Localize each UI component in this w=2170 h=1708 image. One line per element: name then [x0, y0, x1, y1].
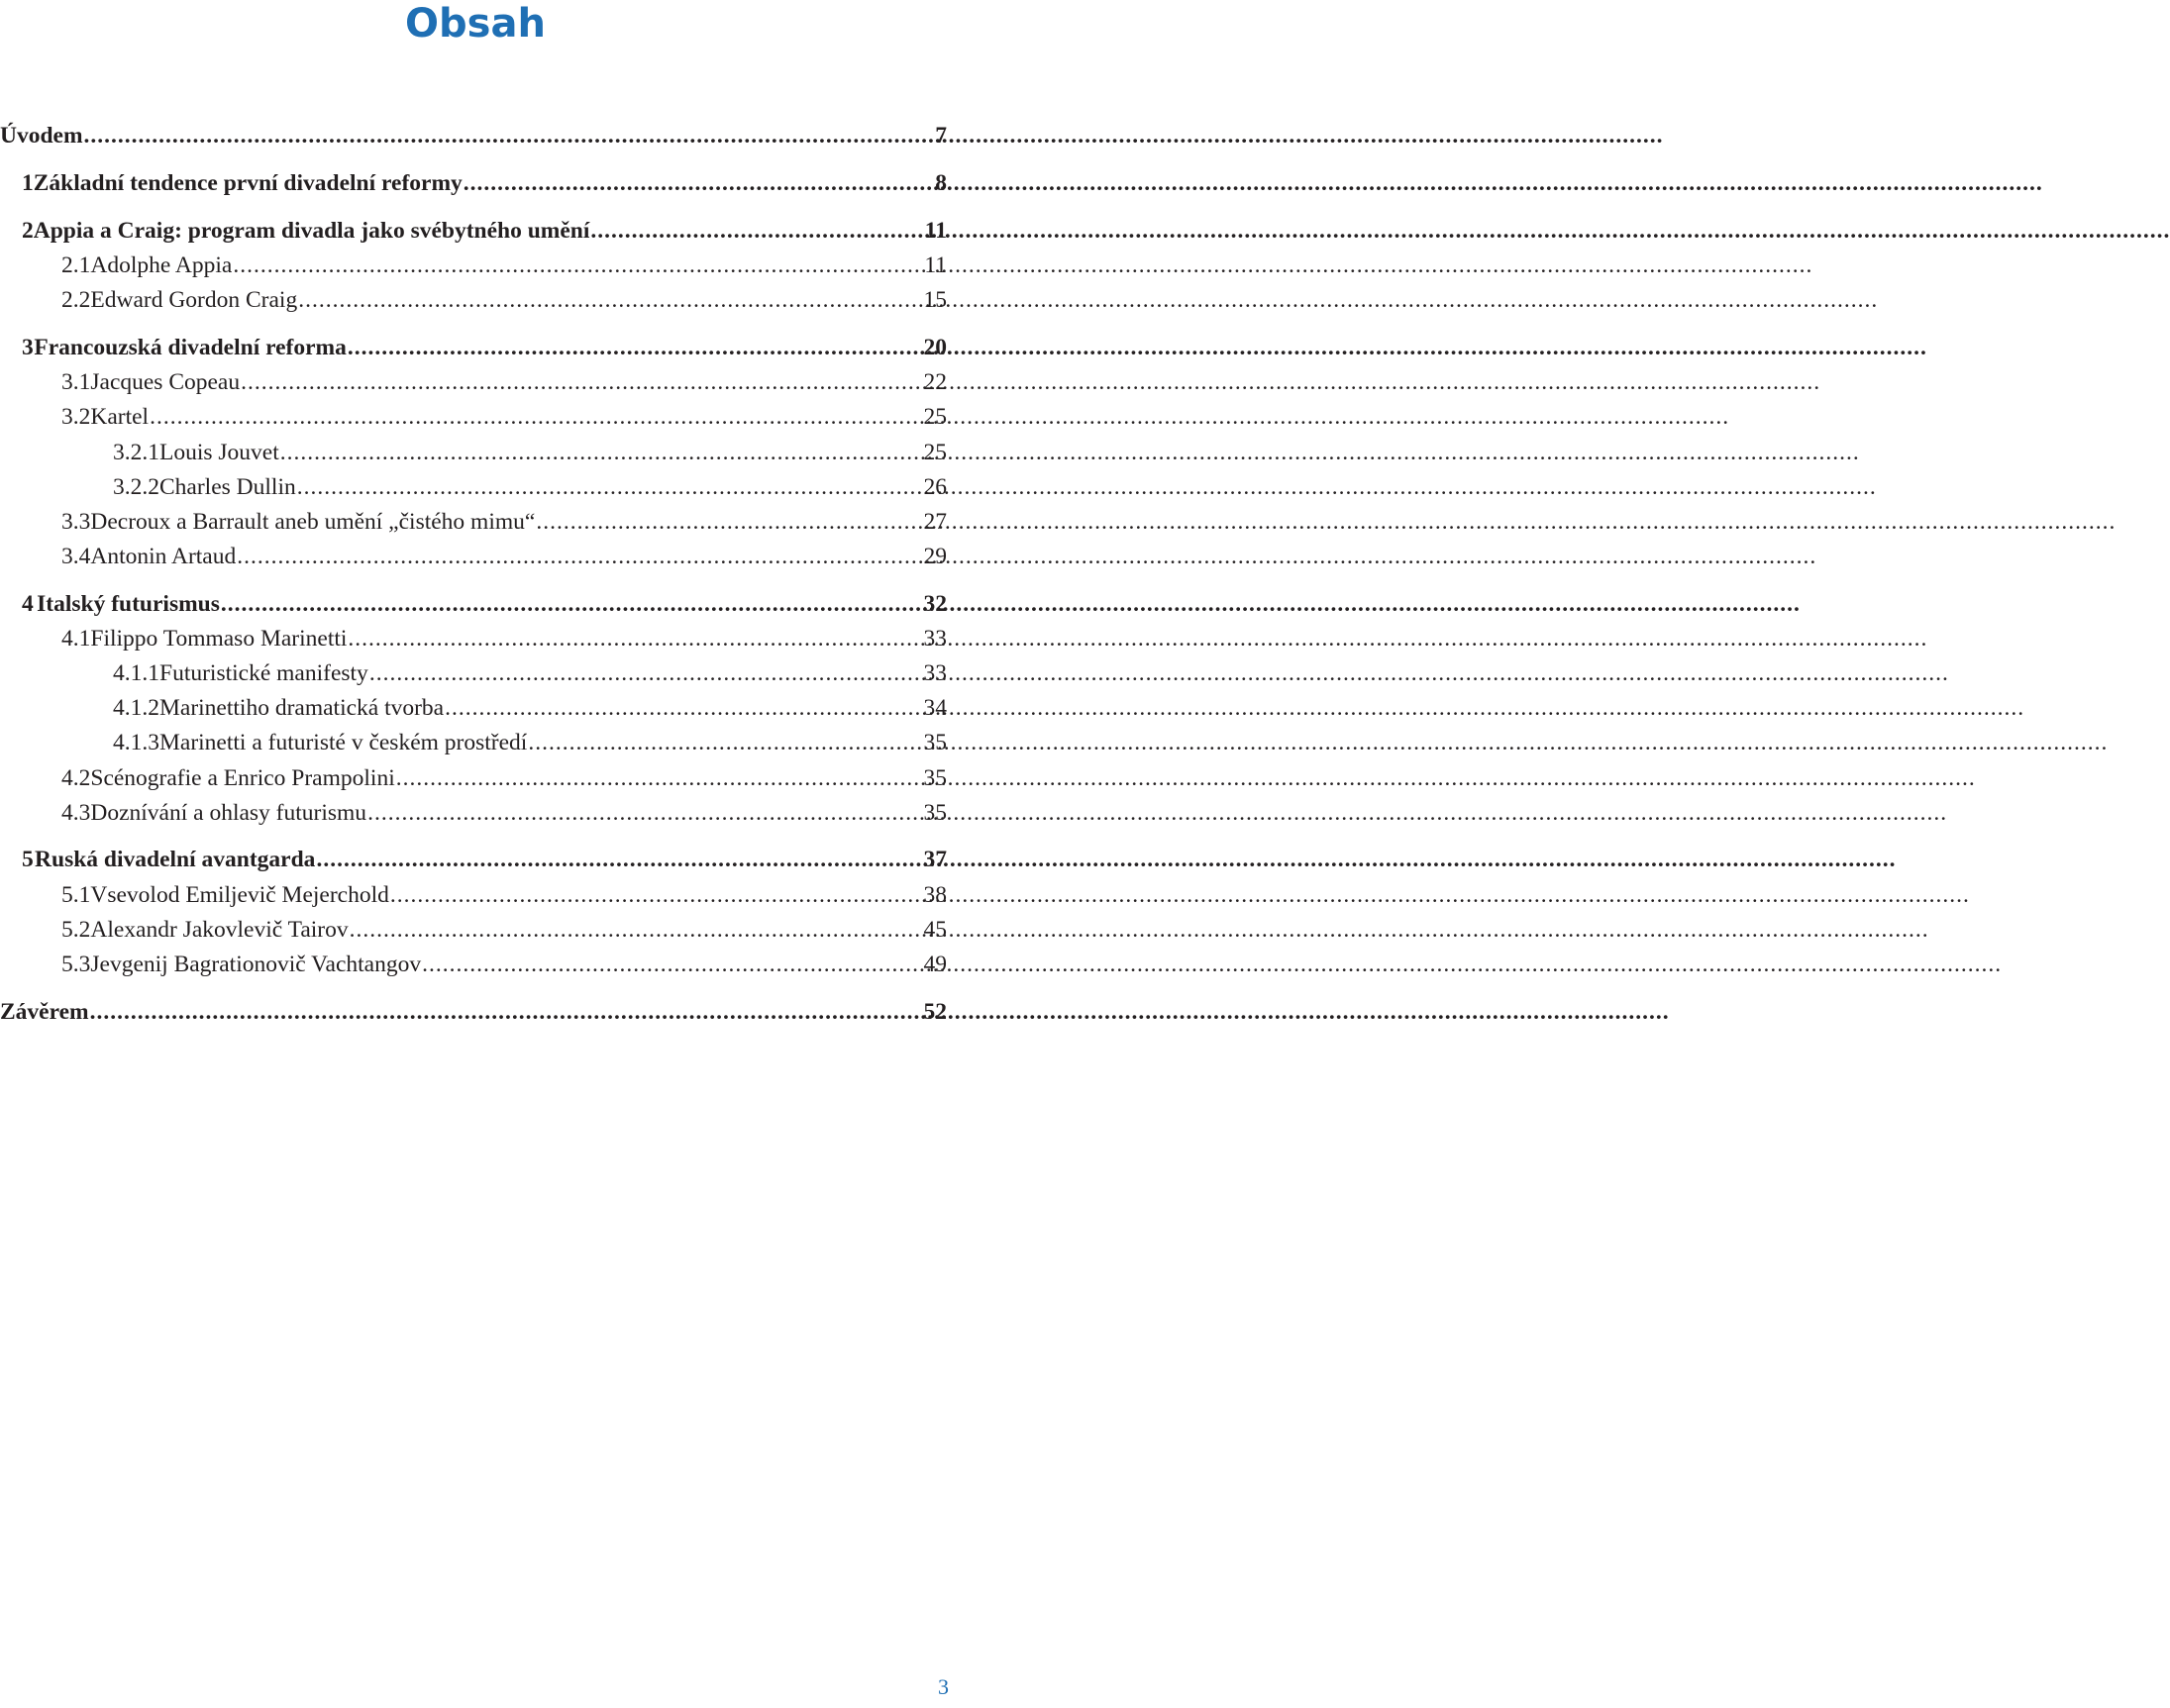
toc-entry-title: Louis Jouvet — [159, 440, 279, 465]
toc-entry[interactable] — [0, 216, 947, 246]
toc-entry-number: 5.2 — [61, 917, 91, 943]
toc-entry-page: 22 — [923, 369, 947, 395]
toc-entry-page: 33 — [923, 660, 947, 686]
page-number: 3 — [938, 1674, 949, 1699]
toc-entry-page: 25 — [923, 404, 947, 430]
toc-entry-number: 5 — [22, 847, 34, 872]
toc-entry[interactable] — [0, 589, 947, 619]
toc-entry[interactable] — [0, 402, 947, 432]
toc-entry-page: 11 — [924, 252, 947, 278]
toc-entry-title: Jacques Copeau — [90, 369, 241, 395]
toc-entry-page: 27 — [923, 509, 947, 535]
dot-leader — [221, 589, 923, 619]
toc-entry-page: 34 — [923, 695, 947, 721]
toc-entry[interactable] — [0, 438, 947, 467]
toc-entry[interactable] — [0, 251, 947, 280]
dot-leader — [233, 251, 923, 280]
toc-entry-number: 2.1 — [61, 252, 91, 278]
toc-entry-title: Adolphe Appia — [90, 252, 233, 278]
toc-entry[interactable] — [0, 542, 947, 571]
dot-leader — [348, 333, 923, 362]
dot-leader — [150, 402, 922, 432]
toc-entry-page: 20 — [923, 335, 947, 360]
toc-entry[interactable] — [0, 333, 947, 362]
toc-entry-title: Antonin Artaud — [90, 544, 237, 569]
dot-leader — [396, 763, 923, 793]
dot-leader — [84, 121, 935, 151]
toc-entry[interactable] — [0, 728, 947, 757]
toc-entry-title: Marinetti a futuristé v českém prostředí — [159, 730, 528, 755]
toc-entry[interactable] — [0, 845, 947, 874]
toc-entry-title: Futuristické manifesty — [159, 660, 368, 686]
toc-entry[interactable] — [0, 624, 947, 653]
dot-leader — [369, 658, 923, 688]
dot-leader — [350, 915, 923, 945]
toc-entry-number: 3.2 — [61, 404, 91, 430]
toc-entry-title: Úvodem — [0, 123, 83, 149]
toc-entry-title: Doznívání a ohlasy futurismu — [90, 800, 367, 826]
toc-entry[interactable] — [0, 121, 947, 151]
dot-leader — [422, 950, 922, 979]
toc-entry-title: Alexandr Jakovlevič Tairov — [90, 917, 349, 943]
toc-entry[interactable] — [0, 507, 947, 537]
dot-leader — [90, 997, 923, 1027]
toc-entry-title: Závěrem — [0, 999, 89, 1025]
toc-entry-number: 3 — [22, 335, 34, 360]
toc-entry-title: Appia a Craig: program divadla jako svébytného umění — [33, 218, 590, 244]
toc-entry-page: 52 — [923, 999, 947, 1025]
toc-entry-number: 4.1 — [61, 626, 91, 652]
toc-entry-page: 8 — [935, 170, 947, 196]
toc-entry-number: 4.1.2 — [113, 695, 159, 721]
toc-entry[interactable] — [0, 763, 947, 793]
toc-entry[interactable] — [0, 880, 947, 910]
toc-entry-number: 3.2.2 — [113, 474, 159, 500]
toc-entry-title: Filippo Tommaso Marinetti — [90, 626, 348, 652]
dot-leader — [590, 216, 923, 246]
toc-entry-page: 7 — [935, 123, 947, 149]
dot-leader — [536, 507, 922, 537]
toc-entry[interactable] — [0, 472, 947, 502]
toc-entry-number: 2 — [22, 218, 34, 244]
toc-entry-title: Vsevolod Emiljevič Mejerchold — [90, 882, 389, 908]
toc-entry-number: 3.2.1 — [113, 440, 159, 465]
dot-leader — [464, 168, 934, 198]
toc-entry[interactable] — [0, 950, 947, 979]
toc-entry-number: 2.2 — [61, 287, 91, 313]
toc-entry-page: 49 — [923, 952, 947, 977]
dot-leader — [297, 472, 923, 502]
toc-entry-number: 4.1.3 — [113, 730, 159, 755]
toc-entry-title: Základní tendence první divadelní reformy — [33, 170, 463, 196]
toc-entry-page: 15 — [923, 287, 947, 313]
toc-entry[interactable] — [0, 915, 947, 945]
toc-entry-title: Scénografie a Enrico Prampolini — [90, 765, 395, 791]
toc-entry-number: 4.1.1 — [113, 660, 159, 686]
dot-leader — [348, 624, 922, 653]
toc-entry-number: 3.4 — [61, 544, 91, 569]
toc-entry[interactable] — [0, 168, 947, 198]
toc-entry-title: Marinettiho dramatická tvorba — [159, 695, 445, 721]
toc-entry-title: Kartel — [90, 404, 150, 430]
toc-entry-page: 29 — [923, 544, 947, 569]
toc-entry-title: Francouzská divadelní reforma — [34, 335, 347, 360]
toc-entry-page: 37 — [923, 847, 947, 872]
toc-entry-page: 11 — [924, 218, 947, 244]
toc-entry-number: 3.1 — [61, 369, 91, 395]
toc-entry-title: Ruská divadelní avantgarda — [35, 847, 316, 872]
toc-entry-number: 4 — [22, 591, 34, 617]
dot-leader — [367, 798, 922, 828]
toc-entry-page: 25 — [923, 440, 947, 465]
toc-entry-title: Decroux a Barrault aneb umění „čistého mimu“ — [90, 509, 536, 535]
toc-entry-page: 33 — [923, 626, 947, 652]
toc-entry-page: 35 — [923, 765, 947, 791]
page-title: Obsah — [405, 1, 546, 47]
toc-entry-number: 5.1 — [61, 882, 91, 908]
dot-leader — [316, 845, 922, 874]
toc-entry-page: 35 — [923, 800, 947, 826]
toc-entry[interactable] — [0, 693, 947, 723]
toc-entry-number: 1 — [22, 170, 34, 196]
table-of-contents — [0, 0, 951, 1708]
dot-leader — [298, 285, 922, 315]
toc-entry-title: Charles Dullin — [159, 474, 296, 500]
toc-entry-title: Italský futurismus — [37, 591, 220, 617]
toc-entry-page: 32 — [923, 591, 947, 617]
dot-leader — [390, 880, 923, 910]
toc-entry[interactable] — [0, 285, 947, 315]
toc-entry-number: 5.3 — [61, 952, 91, 977]
toc-entry-number: 3.3 — [61, 509, 91, 535]
toc-entry-page: 45 — [923, 917, 947, 943]
dot-leader — [237, 542, 922, 571]
toc-entry-number: 4.2 — [61, 765, 91, 791]
toc-entry[interactable] — [0, 798, 947, 828]
toc-entry-page: 26 — [923, 474, 947, 500]
toc-entry-page: 35 — [923, 730, 947, 755]
dot-leader — [241, 367, 922, 397]
toc-entry[interactable] — [0, 367, 947, 397]
toc-entry-title: Edward Gordon Craig — [90, 287, 298, 313]
toc-entry[interactable] — [0, 658, 947, 688]
dot-leader — [280, 438, 923, 467]
toc-entry-page: 38 — [923, 882, 947, 908]
dot-leader — [445, 693, 922, 723]
dot-leader — [528, 728, 922, 757]
toc-entry[interactable] — [0, 997, 947, 1027]
toc-entry-number: 4.3 — [61, 800, 91, 826]
toc-entry-title: Jevgenij Bagrationovič Vachtangov — [90, 952, 422, 977]
